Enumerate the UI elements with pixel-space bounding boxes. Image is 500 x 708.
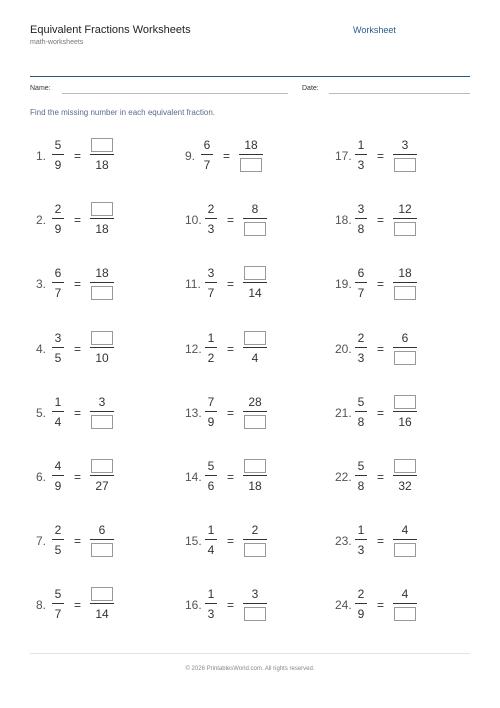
problem-item: [335, 138, 445, 174]
answer-box[interactable]: [244, 543, 266, 557]
fraction-bar: [355, 282, 367, 283]
given-numerator: 1: [357, 523, 365, 538]
given-numerator: 2: [357, 330, 365, 345]
problem-number: 23.: [335, 534, 352, 549]
answer-box[interactable]: [91, 286, 113, 300]
answer-fraction: [90, 266, 114, 300]
answer-box[interactable]: [394, 459, 416, 473]
given-numerator: 5: [54, 138, 62, 152]
answer-numerator: 6: [401, 330, 409, 345]
fraction-bar: [52, 539, 64, 540]
problem-number: 5.: [36, 405, 47, 420]
instructions: Find the missing number in each equivalent fraction.: [30, 108, 215, 117]
fraction-bar: [52, 603, 64, 604]
date-label: Date:: [302, 85, 319, 92]
answer-fraction: [243, 202, 267, 236]
equals-sign: =: [74, 213, 82, 228]
fraction-bar: [52, 411, 64, 412]
answer-fraction: [243, 266, 267, 300]
fraction-bar: [355, 154, 367, 155]
given-numerator: 3: [357, 202, 365, 217]
given-denominator: 7: [357, 286, 365, 301]
problem-item: [36, 202, 146, 238]
equals-sign: =: [74, 534, 82, 549]
fraction-bar: [52, 475, 64, 476]
page-title: Equivalent Fractions Worksheets: [30, 24, 191, 36]
given-denominator: 3: [207, 607, 215, 622]
answer-box[interactable]: [394, 351, 416, 365]
answer-denominator: 18: [95, 158, 109, 172]
given-fraction: [205, 266, 217, 300]
fraction-bar: [355, 347, 367, 348]
equals-sign: =: [74, 470, 82, 484]
equals-sign: =: [74, 598, 82, 613]
given-fraction: [205, 331, 217, 365]
given-fraction: [52, 395, 64, 429]
given-numerator: 3: [207, 266, 215, 281]
answer-numerator: 3: [251, 587, 259, 602]
worksheet-tag: Worksheet: [353, 25, 396, 35]
fraction-bar: [205, 411, 217, 412]
given-numerator: 3: [54, 330, 62, 345]
answer-box[interactable]: [91, 459, 113, 473]
problem-item: [36, 395, 146, 431]
answer-box[interactable]: [244, 607, 266, 621]
problem-item: [335, 459, 445, 495]
given-denominator: 7: [207, 286, 215, 301]
equals-sign: =: [74, 405, 82, 420]
problem-number: 15.: [185, 534, 202, 549]
answer-numerator: 8: [251, 202, 259, 217]
page-subtitle: math-worksheets: [30, 39, 84, 46]
problem-item: [335, 523, 445, 559]
answer-box[interactable]: [244, 415, 266, 429]
given-fraction: [205, 202, 217, 236]
problem-number: 19.: [335, 277, 352, 292]
fraction-bar: [393, 603, 417, 604]
given-numerator: 1: [207, 523, 215, 538]
answer-numerator: 12: [398, 202, 412, 217]
given-denominator: 9: [357, 607, 365, 622]
given-denominator: 8: [357, 479, 365, 493]
given-fraction: [52, 459, 64, 493]
fraction-bar: [90, 154, 114, 155]
equals-sign: =: [377, 405, 385, 420]
problem-number: 12.: [185, 341, 202, 356]
equals-sign: =: [377, 149, 385, 163]
answer-box[interactable]: [244, 331, 266, 345]
given-numerator: 5: [54, 587, 62, 602]
given-fraction: [355, 138, 367, 172]
answer-fraction: [90, 395, 114, 429]
given-fraction: [355, 523, 367, 557]
given-numerator: 5: [357, 394, 365, 409]
given-denominator: 9: [54, 479, 62, 493]
answer-fraction: [393, 202, 417, 236]
name-label: Name:: [30, 85, 51, 92]
fraction-bar: [355, 603, 367, 604]
fraction-bar: [90, 411, 114, 412]
problem-item: [335, 395, 445, 431]
fraction-bar: [205, 218, 217, 219]
answer-box[interactable]: [394, 158, 416, 172]
given-fraction: [355, 331, 367, 365]
fraction-bar: [393, 475, 417, 476]
fraction-bar: [90, 603, 114, 604]
equals-sign: =: [74, 341, 82, 356]
equals-sign: =: [227, 470, 235, 484]
given-fraction: [201, 138, 213, 172]
answer-box[interactable]: [244, 222, 266, 236]
answer-box[interactable]: [394, 607, 416, 621]
answer-fraction: [393, 459, 417, 493]
fraction-bar: [355, 539, 367, 540]
given-numerator: 2: [54, 202, 62, 217]
equals-sign: =: [377, 341, 385, 356]
answer-box[interactable]: [394, 543, 416, 557]
answer-numerator: 3: [98, 394, 106, 409]
fraction-bar: [205, 539, 217, 540]
answer-denominator: 4: [251, 350, 259, 365]
given-fraction: [355, 202, 367, 236]
equals-sign: =: [227, 277, 235, 292]
fraction-bar: [52, 154, 64, 155]
given-numerator: 2: [54, 523, 62, 538]
answer-numerator: 3: [401, 138, 409, 152]
equals-sign: =: [377, 598, 385, 613]
given-fraction: [205, 459, 217, 493]
given-denominator: 5: [54, 543, 62, 558]
fraction-bar: [393, 154, 417, 155]
fraction-bar: [90, 282, 114, 283]
answer-fraction: [393, 587, 417, 621]
fraction-bar: [52, 347, 64, 348]
fraction-bar: [243, 218, 267, 219]
problem-number: 11.: [185, 277, 201, 292]
given-numerator: 2: [357, 587, 365, 602]
equals-sign: =: [227, 598, 235, 613]
answer-box[interactable]: [91, 331, 113, 345]
problem-item: [335, 331, 445, 367]
given-fraction: [355, 587, 367, 621]
fraction-bar: [201, 154, 213, 155]
given-fraction: [52, 331, 64, 365]
answer-numerator: 4: [401, 523, 409, 538]
given-numerator: 4: [54, 459, 62, 473]
given-denominator: 2: [207, 350, 215, 365]
fraction-bar: [393, 282, 417, 283]
equals-sign: =: [223, 149, 231, 163]
problem-item: [185, 138, 295, 174]
answer-denominator: 18: [248, 479, 262, 493]
answer-fraction: [243, 331, 267, 365]
equals-sign: =: [227, 341, 235, 356]
given-denominator: 9: [207, 414, 215, 429]
given-numerator: 1: [54, 394, 62, 409]
problem-number: 13.: [185, 405, 202, 420]
given-fraction: [355, 266, 367, 300]
given-fraction: [205, 523, 217, 557]
problem-number: 7.: [36, 534, 47, 549]
problem-number: 8.: [36, 598, 47, 613]
fraction-bar: [90, 475, 114, 476]
fraction-bar: [243, 347, 267, 348]
problem-item: [36, 459, 146, 495]
given-denominator: 3: [357, 543, 365, 558]
problem-item: [36, 138, 146, 174]
fraction-bar: [52, 218, 64, 219]
footer-divider: [30, 653, 470, 654]
answer-fraction: [90, 331, 114, 365]
given-numerator: 2: [207, 202, 215, 217]
problem-item: [185, 395, 295, 431]
answer-box[interactable]: [240, 158, 262, 172]
given-numerator: 5: [207, 459, 215, 473]
answer-fraction: [90, 202, 114, 236]
problem-item: [36, 587, 146, 623]
fraction-bar: [355, 411, 367, 412]
answer-box[interactable]: [244, 459, 266, 473]
problem-item: [185, 587, 295, 623]
given-denominator: 7: [54, 286, 62, 301]
problem-number: 22.: [335, 470, 352, 484]
given-denominator: 6: [207, 479, 215, 493]
given-fraction: [355, 459, 367, 493]
problem-number: 6.: [36, 470, 47, 484]
fraction-bar: [393, 539, 417, 540]
fraction-bar: [243, 475, 267, 476]
given-denominator: 3: [357, 158, 365, 172]
given-fraction: [52, 202, 64, 236]
answer-fraction: [90, 138, 114, 172]
given-fraction: [205, 395, 217, 429]
answer-box[interactable]: [91, 543, 113, 557]
problem-item: [185, 202, 295, 238]
answer-numerator: 2: [251, 523, 259, 538]
problem-number: 4.: [36, 341, 47, 356]
given-fraction: [52, 587, 64, 621]
fraction-bar: [243, 603, 267, 604]
answer-denominator: 18: [95, 222, 109, 237]
answer-box[interactable]: [91, 587, 113, 601]
given-numerator: 1: [357, 138, 365, 152]
problem-item: [185, 266, 295, 302]
given-denominator: 8: [357, 414, 365, 429]
answer-numerator: 28: [248, 394, 262, 409]
answer-numerator: 6: [98, 523, 106, 538]
answer-fraction: [243, 459, 267, 493]
answer-denominator: 27: [95, 479, 109, 493]
equals-sign: =: [227, 213, 235, 228]
answer-numerator: 18: [95, 266, 109, 281]
fraction-bar: [205, 603, 217, 604]
answer-fraction: [393, 523, 417, 557]
given-numerator: 6: [203, 138, 211, 152]
equals-sign: =: [227, 534, 235, 549]
given-denominator: 9: [54, 158, 62, 172]
equals-sign: =: [377, 470, 385, 484]
fraction-bar: [355, 475, 367, 476]
given-denominator: 4: [207, 543, 215, 558]
equals-sign: =: [74, 149, 82, 163]
fraction-bar: [239, 154, 263, 155]
answer-fraction: [243, 523, 267, 557]
given-numerator: 1: [207, 587, 215, 602]
answer-box[interactable]: [91, 138, 113, 152]
answer-denominator: 10: [95, 350, 109, 365]
given-numerator: 1: [207, 330, 215, 345]
answer-denominator: 14: [248, 286, 262, 301]
problem-number: 16.: [185, 598, 202, 613]
given-denominator: 8: [357, 222, 365, 237]
answer-box[interactable]: [91, 415, 113, 429]
given-denominator: 3: [207, 222, 215, 237]
fraction-bar: [90, 539, 114, 540]
problem-item: [36, 331, 146, 367]
problem-number: 20.: [335, 341, 352, 356]
equals-sign: =: [227, 405, 235, 420]
answer-denominator: 16: [398, 414, 412, 429]
fraction-bar: [90, 218, 114, 219]
given-fraction: [52, 138, 64, 172]
problem-item: [335, 266, 445, 302]
problem-number: 18.: [335, 213, 352, 228]
problem-number: 3.: [36, 277, 47, 292]
fraction-bar: [393, 218, 417, 219]
fraction-bar: [393, 347, 417, 348]
given-denominator: 7: [203, 158, 211, 172]
problem-item: [36, 266, 146, 302]
answer-fraction: [393, 266, 417, 300]
fraction-bar: [243, 282, 267, 283]
given-numerator: 7: [207, 394, 215, 409]
problem-item: [335, 587, 445, 623]
answer-box[interactable]: [244, 266, 266, 280]
answer-fraction: [90, 523, 114, 557]
equals-sign: =: [377, 534, 385, 549]
given-denominator: 3: [357, 350, 365, 365]
problem-item: [335, 202, 445, 238]
answer-fraction: [90, 459, 114, 493]
answer-fraction: [243, 395, 267, 429]
problem-number: 21.: [335, 405, 352, 420]
answer-fraction: [393, 395, 417, 429]
given-fraction: [205, 587, 217, 621]
given-fraction: [355, 395, 367, 429]
answer-box[interactable]: [394, 286, 416, 300]
answer-fraction: [243, 587, 267, 621]
answer-fraction: [393, 138, 417, 172]
problem-number: 2.: [36, 213, 47, 228]
given-denominator: 5: [54, 350, 62, 365]
equals-sign: =: [74, 277, 82, 292]
answer-denominator: 32: [398, 479, 412, 493]
answer-box[interactable]: [394, 222, 416, 236]
given-denominator: 9: [54, 222, 62, 237]
equals-sign: =: [377, 277, 385, 292]
problem-number: 9.: [185, 149, 196, 163]
fraction-bar: [205, 475, 217, 476]
problem-item: [185, 459, 295, 495]
fraction-bar: [52, 282, 64, 283]
fraction-bar: [90, 347, 114, 348]
given-fraction: [52, 523, 64, 557]
problem-number: 14.: [185, 470, 202, 484]
problem-item: [185, 331, 295, 367]
given-fraction: [52, 266, 64, 300]
fraction-bar: [205, 282, 217, 283]
answer-box[interactable]: [91, 202, 113, 216]
answer-fraction: [239, 138, 263, 172]
answer-box[interactable]: [394, 395, 416, 409]
answer-denominator: 14: [95, 607, 109, 622]
problem-number: 1.: [36, 149, 47, 163]
problem-item: [36, 523, 146, 559]
problem-number: 17.: [335, 149, 352, 163]
equals-sign: =: [377, 213, 385, 228]
fraction-bar: [355, 218, 367, 219]
answer-fraction: [393, 331, 417, 365]
answer-numerator: 4: [401, 587, 409, 602]
footer-copyright: © 2026 PrintablesWorld.com. All rights reserved.: [185, 666, 315, 672]
given-numerator: 6: [357, 266, 365, 281]
given-denominator: 4: [54, 414, 62, 429]
answer-fraction: [90, 587, 114, 621]
fraction-bar: [393, 411, 417, 412]
fraction-bar: [205, 347, 217, 348]
problem-number: 24.: [335, 598, 352, 613]
answer-numerator: 18: [244, 138, 258, 152]
given-numerator: 6: [54, 266, 62, 281]
problem-item: [185, 523, 295, 559]
given-denominator: 7: [54, 607, 62, 622]
fraction-bar: [243, 411, 267, 412]
problem-number: 10.: [185, 213, 202, 228]
given-numerator: 5: [357, 459, 365, 473]
fraction-bar: [243, 539, 267, 540]
answer-numerator: 18: [398, 266, 412, 281]
